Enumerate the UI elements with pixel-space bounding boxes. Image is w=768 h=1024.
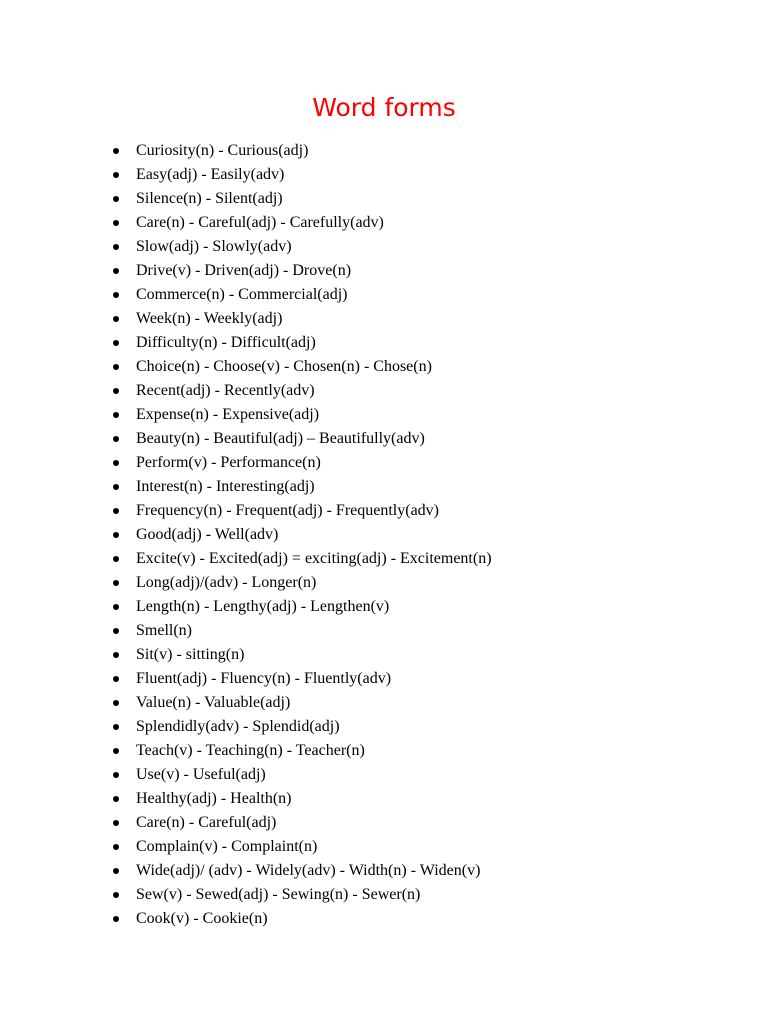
list-item [0, 715, 700, 739]
list-item-text: Complain(v) - Complaint(n) [136, 838, 318, 855]
list-item [0, 307, 700, 331]
list-item [0, 763, 700, 787]
list-item [0, 523, 700, 547]
list-item-text: Smell(n) [136, 622, 192, 639]
list-item-text: Recent(adj) - Recently(adv) [136, 382, 315, 399]
list-item-text: Sew(v) - Sewed(adj) - Sewing(n) - Sewer(n) [136, 886, 421, 903]
bullet-icon [113, 436, 119, 442]
list-item [0, 907, 700, 931]
list-item [0, 739, 700, 763]
list-item [0, 139, 700, 163]
list-item [0, 259, 700, 283]
bullet-icon [113, 340, 119, 346]
list-item-text: Slow(adj) - Slowly(adv) [136, 238, 292, 255]
list-item-text: Expense(n) - Expensive(adj) [136, 406, 320, 423]
list-item [0, 667, 700, 691]
list-item [0, 619, 700, 643]
list-item-text: Sit(v) - sitting(n) [136, 646, 245, 663]
bullet-icon [113, 724, 119, 730]
bullet-icon [113, 196, 119, 202]
bullet-icon [113, 628, 119, 634]
bullet-icon [113, 820, 119, 826]
bullet-icon [113, 316, 119, 322]
list-item-text: Excite(v) - Excited(adj) = exciting(adj) - Excitement(n) [136, 550, 492, 567]
list-item-text: Commerce(n) - Commercial(adj) [136, 286, 348, 303]
list-item-text: Value(n) - Valuable(adj) [136, 694, 291, 711]
list-item [0, 163, 700, 187]
list-item-text: Good(adj) - Well(adv) [136, 526, 279, 543]
list-item [0, 451, 700, 475]
list-item [0, 427, 700, 451]
list-item-text: Drive(v) - Driven(adj) - Drove(n) [136, 262, 352, 279]
page-title: Word forms [312, 93, 456, 122]
list-item [0, 595, 700, 619]
list-item-text: Week(n) - Weekly(adj) [136, 310, 283, 327]
bullet-icon [113, 700, 119, 706]
list-item [0, 379, 700, 403]
bullet-icon [113, 844, 119, 850]
list-item [0, 835, 700, 859]
bullet-icon [113, 292, 119, 298]
bullet-icon [113, 484, 119, 490]
list-item [0, 691, 700, 715]
list-item-text: Use(v) - Useful(adj) [136, 766, 266, 783]
list-item [0, 859, 700, 883]
list-item-text: Care(n) - Careful(adj) - Carefully(adv) [136, 214, 384, 231]
bullet-icon [113, 460, 119, 466]
bullet-icon [113, 388, 119, 394]
list-item [0, 571, 700, 595]
list-item-text: Care(n) - Careful(adj) [136, 814, 277, 831]
list-item-text: Splendidly(adv) - Splendid(adj) [136, 718, 340, 735]
list-item [0, 499, 700, 523]
bullet-icon [113, 268, 119, 274]
list-item-text: Interest(n) - Interesting(adj) [136, 478, 315, 495]
bullet-icon [113, 748, 119, 754]
list-item-text: Easy(adj) - Easily(adv) [136, 166, 285, 183]
list-item-text: Healthy(adj) - Health(n) [136, 790, 292, 807]
list-item-text: Cook(v) - Cookie(n) [136, 910, 268, 927]
bullet-icon [113, 412, 119, 418]
bullet-icon [113, 364, 119, 370]
list-item-text: Choice(n) - Choose(v) - Chosen(n) - Chose(n) [136, 358, 432, 375]
bullet-icon [113, 796, 119, 802]
list-item-text: Teach(v) - Teaching(n) - Teacher(n) [136, 742, 365, 759]
bullet-icon [113, 772, 119, 778]
bullet-icon [113, 532, 119, 538]
list-item-text: Difficulty(n) - Difficult(adj) [136, 334, 316, 351]
bullet-icon [113, 892, 119, 898]
list-item-text: Fluent(adj) - Fluency(n) - Fluently(adv) [136, 670, 392, 687]
bullet-icon [113, 244, 119, 250]
list-item-text: Silence(n) - Silent(adj) [136, 190, 283, 207]
bullet-icon [113, 580, 119, 586]
list-item-text: Wide(adj)/ (adv) - Widely(adv) - Width(n) - Widen(v) [136, 862, 481, 879]
bullet-icon [113, 868, 119, 874]
list-item [0, 547, 700, 571]
bullet-icon [113, 916, 119, 922]
word-forms-list [0, 139, 700, 931]
list-item [0, 883, 700, 907]
list-item [0, 211, 700, 235]
bullet-icon [113, 148, 119, 154]
list-item-text: Beauty(n) - Beautiful(adj) – Beautifully(adv) [136, 430, 425, 447]
list-item-text: Long(adj)/(adv) - Longer(n) [136, 574, 317, 591]
list-item [0, 355, 700, 379]
bullet-icon [113, 556, 119, 562]
bullet-icon [113, 604, 119, 610]
list-item [0, 787, 700, 811]
list-item-text: Perform(v) - Performance(n) [136, 454, 321, 471]
bullet-icon [113, 508, 119, 514]
list-item-text: Frequency(n) - Frequent(adj) - Frequently(adv) [136, 502, 439, 519]
bullet-icon [113, 676, 119, 682]
bullet-icon [113, 220, 119, 226]
list-item [0, 331, 700, 355]
list-item [0, 643, 700, 667]
list-item [0, 811, 700, 835]
list-item-text: Curiosity(n) - Curious(adj) [136, 142, 309, 159]
list-item [0, 475, 700, 499]
list-item [0, 187, 700, 211]
list-item-text: Length(n) - Lengthy(adj) - Lengthen(v) [136, 598, 390, 615]
list-item [0, 283, 700, 307]
list-item [0, 235, 700, 259]
list-item [0, 403, 700, 427]
bullet-icon [113, 172, 119, 178]
bullet-icon [113, 652, 119, 658]
